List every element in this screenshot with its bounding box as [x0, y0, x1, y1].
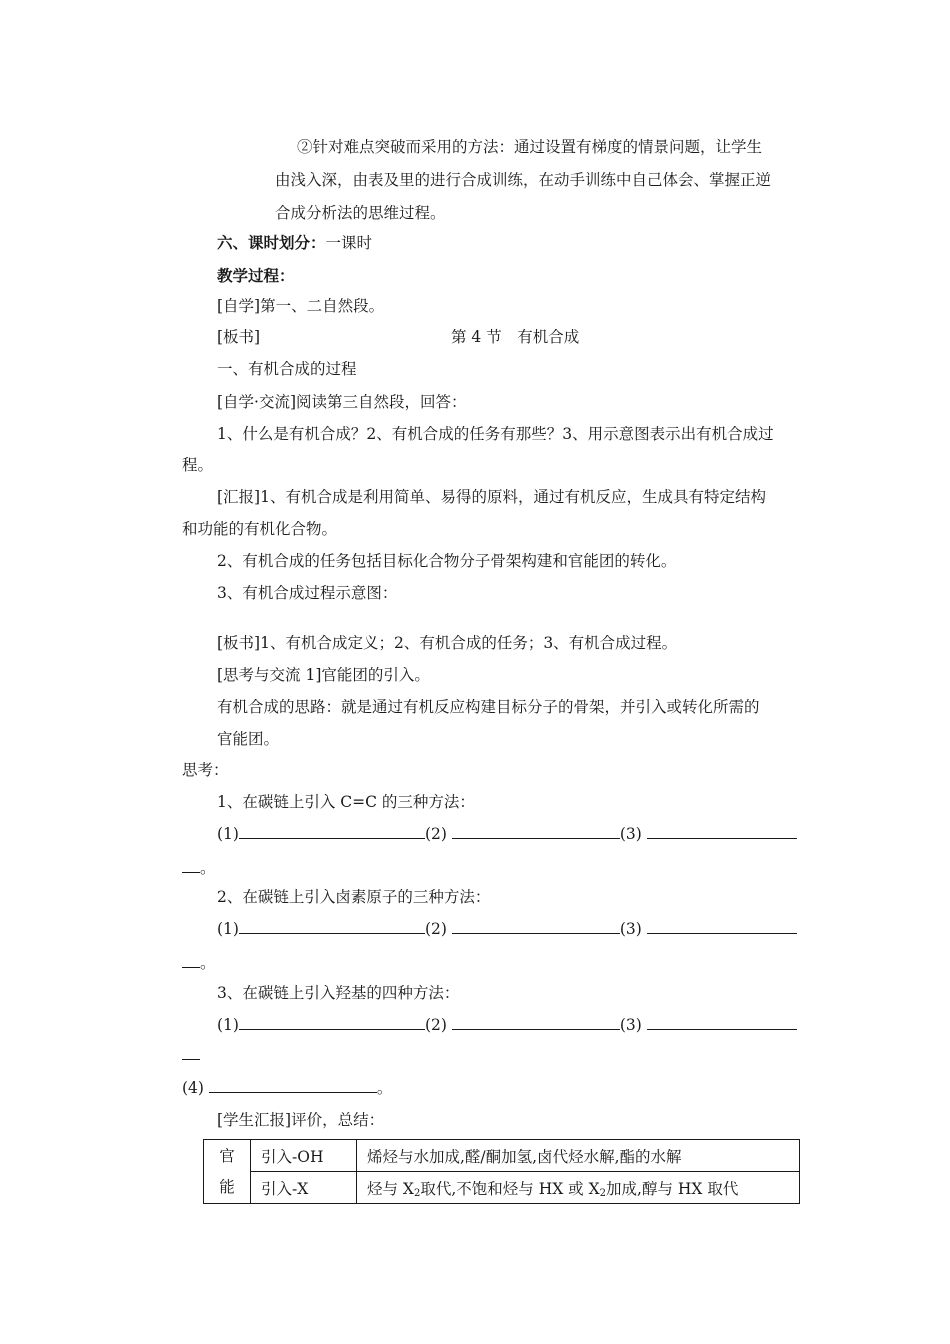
q2-blank3-continued[interactable]: [182, 953, 200, 968]
synthesis-idea-line1: 有机合成的思路：就是通过有机反应构建目标分子的骨架，并引入或转化所需的: [217, 698, 760, 716]
q2-blank2-label: (2): [424, 920, 447, 938]
method-text-part2: 取代,不饱和烃与 HX 或 X: [420, 1179, 600, 1198]
q1-end-mark: 。: [200, 859, 216, 877]
q2-blank1-label: (1): [217, 920, 239, 938]
part1-heading: 一、有机合成的过程: [217, 360, 357, 378]
q3-blank2-label: (2): [424, 1016, 447, 1034]
self-study-exchange: [自学·交流]阅读第三自然段，回答：: [217, 393, 467, 411]
functional-group-header: 官能: [204, 1140, 251, 1204]
q2-blank2[interactable]: [452, 919, 620, 934]
q3-blank3[interactable]: [647, 1015, 797, 1030]
table-cell-method: 烯烃与水加成,醛/酮加氢,卤代烃水解,酯的水解: [357, 1140, 800, 1172]
q1-blank-cont: [182, 858, 216, 878]
synthesis-idea-line2: 官能团。: [217, 730, 280, 748]
self-study-line: [自学]第一、二自然段。: [217, 297, 385, 315]
method-text-part1: 烃与 X: [367, 1179, 414, 1198]
q1-blank2[interactable]: [452, 824, 620, 839]
q3-blank4-label: (4): [182, 1079, 204, 1097]
board-title: 第 4 节 有机合成: [451, 328, 580, 346]
section6-value: 一课时: [325, 234, 373, 252]
q1-blank3-label: (3): [619, 825, 642, 843]
q1-blanks: [217, 824, 797, 844]
q3-blank1[interactable]: [239, 1015, 425, 1030]
question1: 1、在碳链上引入 C=C 的三种方法：: [217, 793, 475, 811]
q3-blank4[interactable]: [209, 1078, 377, 1093]
q2-blank3-label: (3): [619, 920, 642, 938]
section6-heading: 六、课时划分：: [217, 233, 326, 252]
q2-blank1[interactable]: [239, 919, 425, 934]
board-summary: [板书]1、有机合成定义；2、有机合成的任务；3、有机合成过程。: [217, 634, 678, 652]
questions-line2: 程。: [182, 456, 214, 474]
question3: 3、在碳链上引入羟基的四种方法：: [217, 984, 460, 1002]
report-item2: 2、有机合成的任务包括目标化合物分子骨架构建和官能团的转化。: [217, 552, 677, 570]
q3-end-mark: 。: [376, 1079, 393, 1097]
board-label: [板书]: [217, 328, 261, 346]
q2-end-mark: 。: [200, 954, 216, 972]
method-text-line2: 由浅入深，由表及里的进行合成训练，在动手训练中自己体会、掌握正逆: [275, 171, 772, 189]
q3-blank-cont: [182, 1045, 200, 1065]
functional-group-table: [203, 1139, 800, 1204]
q3-blank4-line: [182, 1078, 392, 1098]
q3-blanks: [217, 1015, 797, 1035]
table-row: [204, 1172, 800, 1204]
q1-blank1-label: (1): [217, 825, 239, 843]
q2-blank-cont: [182, 953, 216, 973]
q3-blank2[interactable]: [452, 1015, 620, 1030]
q1-blank1[interactable]: [239, 824, 425, 839]
q1-blank3-continued[interactable]: [182, 858, 200, 873]
table-cell-intro: 引入-OH: [251, 1140, 357, 1172]
section6-line: [217, 233, 372, 253]
think-label: 思考：: [182, 761, 229, 779]
table-row: [204, 1140, 800, 1172]
method-text-line3: 合成分析法的思维过程。: [275, 204, 446, 222]
think-exchange1: [思考与交流 1]官能团的引入。: [217, 666, 430, 684]
q2-blanks: [217, 919, 797, 939]
student-report: [学生汇报]评价，总结：: [217, 1111, 385, 1129]
report-line2: 和功能的有机化合物。: [182, 520, 338, 538]
q3-blank3-continued[interactable]: [182, 1045, 200, 1060]
q1-blank2-label: (2): [424, 825, 447, 843]
questions-line1: 1、什么是有机合成？2、有机合成的任务有那些？3、用示意图表示出有机合成过: [217, 425, 774, 443]
subscript-2: 2: [599, 1187, 607, 1199]
q3-blank1-label: (1): [217, 1016, 239, 1034]
report-line1: [汇报]1、有机合成是利用简单、易得的原料，通过有机反应，生成具有特定结构: [217, 488, 766, 506]
q3-blank3-label: (3): [619, 1016, 642, 1034]
table-cell-intro: 引入-X: [251, 1172, 357, 1204]
table-cell-method: [357, 1172, 800, 1204]
subscript-2: 2: [413, 1187, 421, 1199]
method-text-part3: 加成,醇与 HX 取代: [606, 1179, 739, 1198]
q2-blank3[interactable]: [647, 919, 797, 934]
method-text-line1: ②针对难点突破而采用的方法：通过设置有梯度的情景问题，让学生: [297, 138, 763, 156]
report-item3: 3、有机合成过程示意图：: [217, 584, 398, 602]
question2: 2、在碳链上引入卤素原子的三种方法：: [217, 888, 491, 906]
q1-blank3[interactable]: [647, 824, 797, 839]
teaching-process-heading: 教学过程：: [217, 266, 295, 285]
